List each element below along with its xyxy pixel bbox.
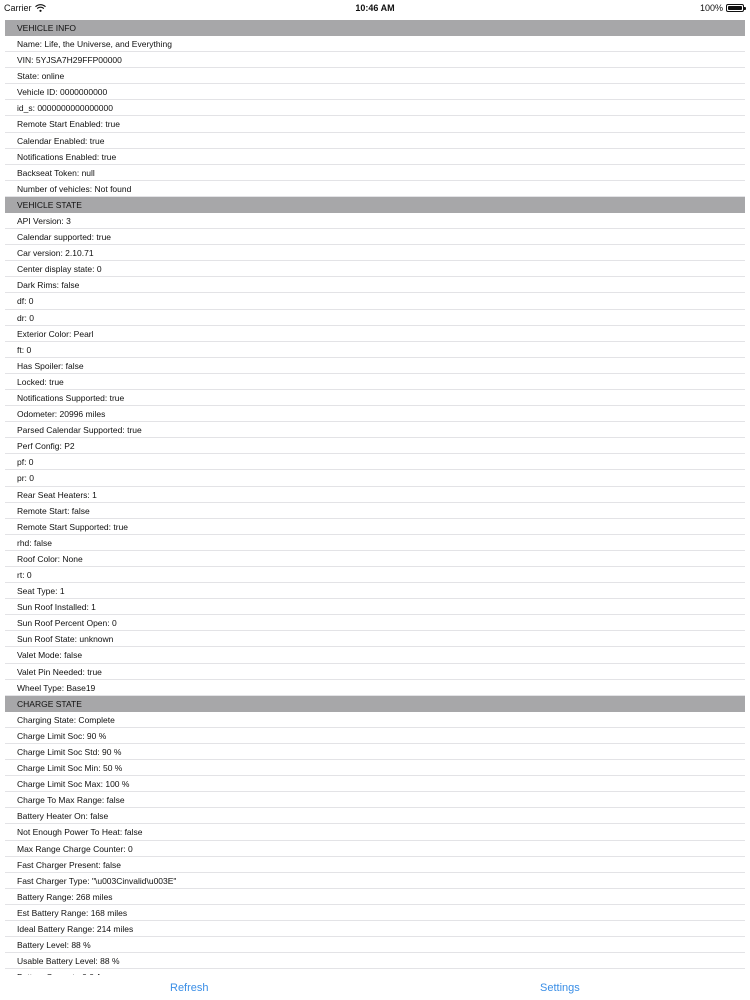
list-item: Wheel Type: Base19 <box>5 680 745 696</box>
list-item: Notifications Supported: true <box>5 390 745 406</box>
list-item: Battery Heater On: false <box>5 808 745 824</box>
list-item: Est Battery Range: 168 miles <box>5 905 745 921</box>
list-item: Name: Life, the Universe, and Everything <box>5 36 745 52</box>
list-item: Center display state: 0 <box>5 261 745 277</box>
list-item: Charge Limit Soc Max: 100 % <box>5 776 745 792</box>
list-item: Rear Seat Heaters: 1 <box>5 487 745 503</box>
list-item: pr: 0 <box>5 470 745 486</box>
list-item: Charge Limit Soc Std: 90 % <box>5 744 745 760</box>
list-item: df: 0 <box>5 293 745 309</box>
list-item: dr: 0 <box>5 310 745 326</box>
status-bar <box>0 0 750 20</box>
battery-indicator <box>700 3 744 13</box>
list-item: pf: 0 <box>5 454 745 470</box>
section-header: VEHICLE STATE <box>5 197 745 213</box>
list-item: Charge Limit Soc Min: 50 % <box>5 760 745 776</box>
settings-button[interactable]: Settings <box>540 982 580 994</box>
section-header: CHARGE STATE <box>5 696 745 712</box>
list-item: Roof Color: None <box>5 551 745 567</box>
list-item: Backseat Token: null <box>5 165 745 181</box>
list-item: Sun Roof Percent Open: 0 <box>5 615 745 631</box>
list-item: Calendar supported: true <box>5 229 745 245</box>
list-item: Dark Rims: false <box>5 277 745 293</box>
bottom-toolbar <box>0 975 750 1000</box>
list-item: Valet Mode: false <box>5 647 745 663</box>
list-item: Locked: true <box>5 374 745 390</box>
list-item: Perf Config: P2 <box>5 438 745 454</box>
list-item: Remote Start Enabled: true <box>5 116 745 132</box>
list-item: Exterior Color: Pearl <box>5 326 745 342</box>
list-item: ft: 0 <box>5 342 745 358</box>
list-item: Car version: 2.10.71 <box>5 245 745 261</box>
list-item: State: online <box>5 68 745 84</box>
list-item: Charging State: Complete <box>5 712 745 728</box>
list-item: Has Spoiler: false <box>5 358 745 374</box>
section-header: VEHICLE INFO <box>5 20 745 36</box>
list-item: Ideal Battery Range: 214 miles <box>5 921 745 937</box>
battery-percent: 100% <box>699 3 723 13</box>
battery-icon <box>726 4 744 12</box>
list-item: Remote Start: false <box>5 503 745 519</box>
list-item: Odometer: 20996 miles <box>5 406 745 422</box>
list-item: Not Enough Power To Heat: false <box>5 824 745 840</box>
list-item: Parsed Calendar Supported: true <box>5 422 745 438</box>
list-item: VIN: 5YJSA7H29FFP00000 <box>5 52 745 68</box>
list-item: Charge Limit Soc: 90 % <box>5 728 745 744</box>
list-item: Calendar Enabled: true <box>5 133 745 149</box>
list-item: id_s: 0000000000000000 <box>5 100 745 116</box>
list-item: Sun Roof Installed: 1 <box>5 599 745 615</box>
carrier-label: Carrier <box>4 3 32 13</box>
list-item: Fast Charger Type: "\u003Cinvalid\u003E" <box>5 873 745 889</box>
list-item: API Version: 3 <box>5 213 745 229</box>
vehicle-data-list[interactable] <box>5 20 745 975</box>
list-item: rhd: false <box>5 535 745 551</box>
list-item: Charge To Max Range: false <box>5 792 745 808</box>
status-time: 10:46 AM <box>355 3 395 13</box>
list-item: Valet Pin Needed: true <box>5 664 745 680</box>
list-item: Remote Start Supported: true <box>5 519 745 535</box>
list-item: Battery Range: 268 miles <box>5 889 745 905</box>
list-item: Notifications Enabled: true <box>5 149 745 165</box>
list-item: Vehicle ID: 0000000000 <box>5 84 745 100</box>
list-item: Usable Battery Level: 88 % <box>5 953 745 969</box>
list-item: rt: 0 <box>5 567 745 583</box>
refresh-button[interactable]: Refresh <box>170 982 209 994</box>
list-item: Fast Charger Present: false <box>5 857 745 873</box>
list-item: Sun Roof State: unknown <box>5 631 745 647</box>
list-item: Battery Level: 88 % <box>5 937 745 953</box>
list-item: Seat Type: 1 <box>5 583 745 599</box>
list-item: Number of vehicles: Not found <box>5 181 745 197</box>
list-item: Max Range Charge Counter: 0 <box>5 841 745 857</box>
